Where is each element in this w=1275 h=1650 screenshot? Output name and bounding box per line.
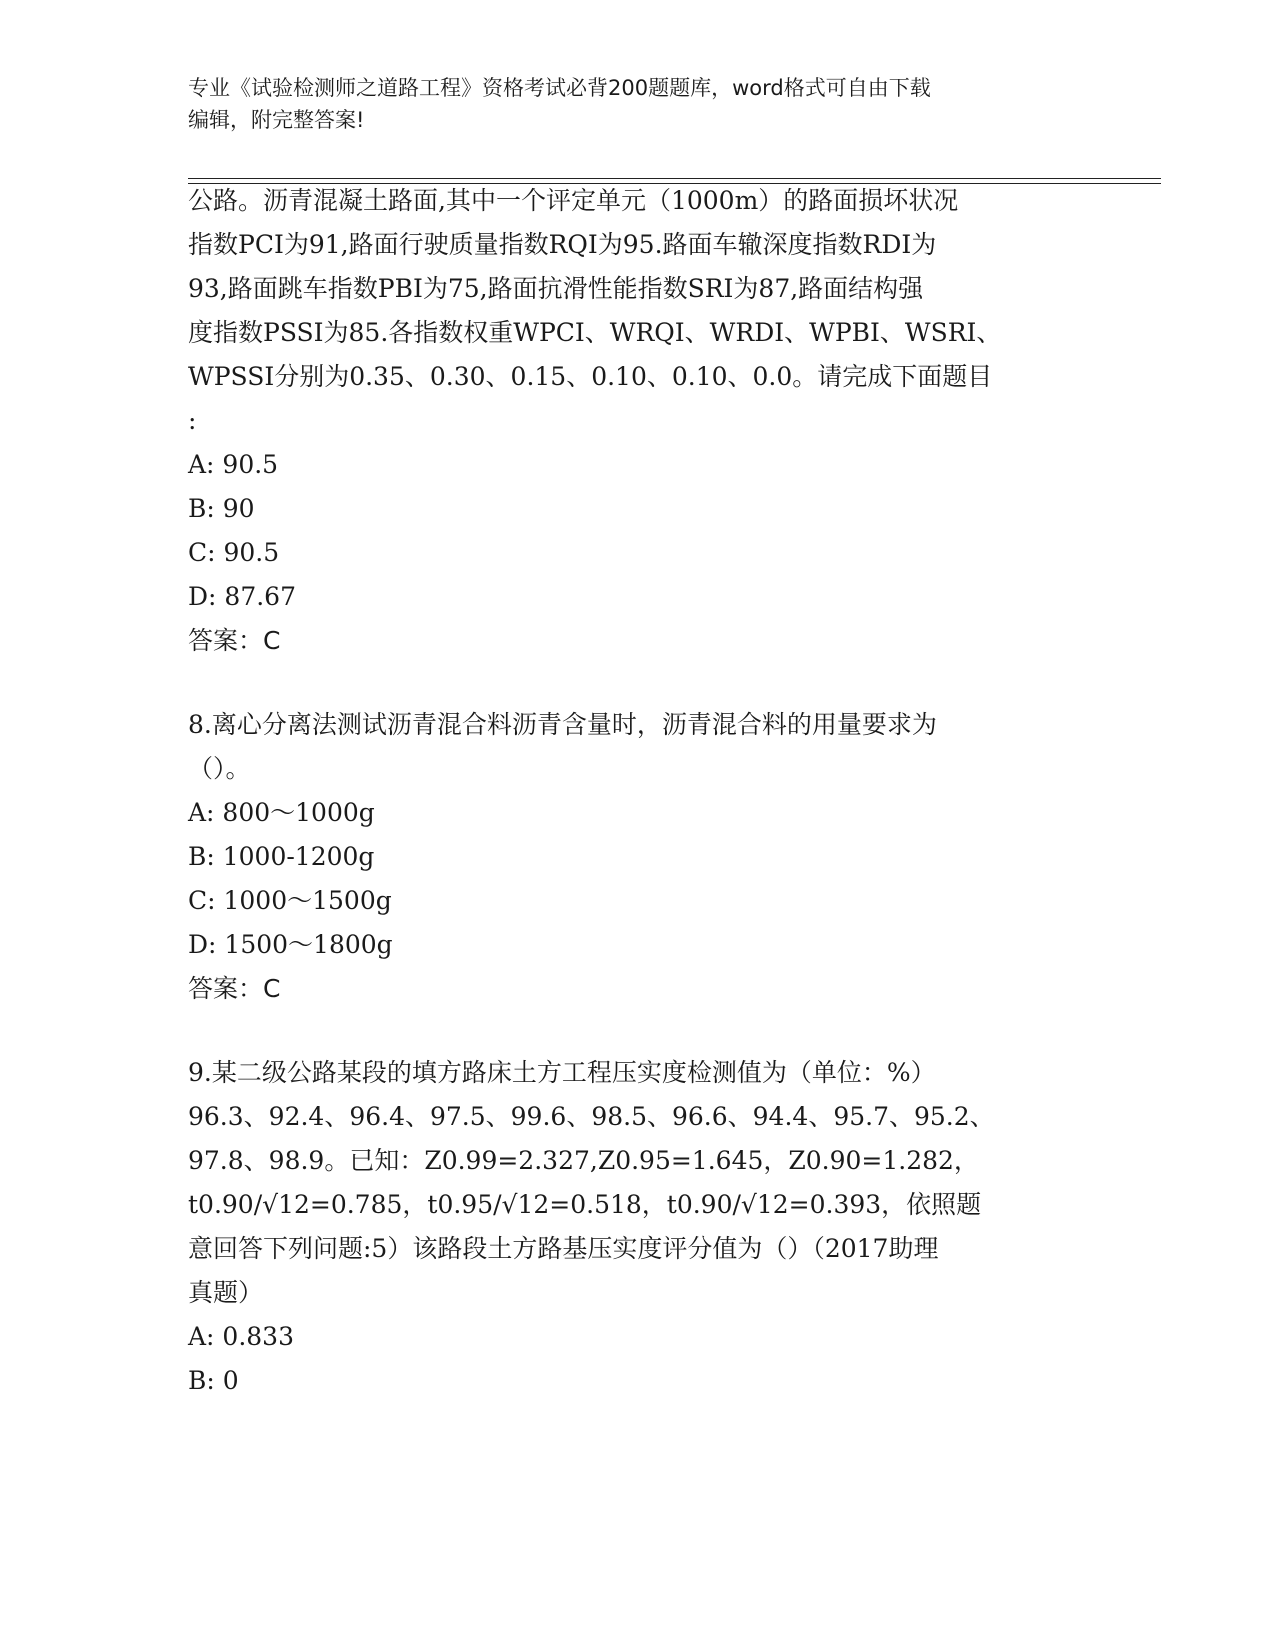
question-9-text-line: 真题） — [188, 1278, 264, 1307]
question-8-option-c: C: 1000～1500g — [188, 886, 392, 915]
question-7-text-line: WPSSI分别为0.35、0.30、0.15、0.10、0.10、0.0。请完成下面题目 — [188, 362, 993, 391]
question-9-text-line: 97.8、98.9。已知：Z0.99=2.327,Z0.95=1.645，Z0.90=1.282， — [188, 1146, 979, 1175]
question-7-text-line: 公路。沥青混凝土路面,其中一个评定单元（1000m）的路面损坏状况 — [188, 186, 959, 215]
question-9-text-line: 9.某二级公路某段的填方路床土方工程压实度检测值为（单位：%） — [188, 1058, 936, 1087]
question-7-answer: 答案：C — [188, 626, 281, 655]
header-line-2: 编辑，附完整答案! — [188, 108, 365, 132]
question-9-text-line: 96.3、92.4、96.4、97.5、99.6、98.5、96.6、94.4、95.7、95.2、 — [188, 1102, 995, 1131]
page-header — [188, 72, 1088, 136]
question-7-option-c: C: 90.5 — [188, 538, 280, 567]
question-7-option-b: B: 90 — [188, 494, 255, 523]
question-7-option-a: A: 90.5 — [188, 450, 279, 479]
question-9-text-line: t0.90/√12=0.785，t0.95/√12=0.518，t0.90/√12=0.393，依照题 — [188, 1190, 982, 1219]
question-8-text-line: 8.离心分离法测试沥青混合料沥青含量时，沥青混合料的用量要求为 — [188, 710, 937, 739]
question-9-option-a: A: 0.833 — [188, 1322, 294, 1351]
question-7-text-line: : — [188, 406, 197, 435]
question-9-option-b: B: 0 — [188, 1366, 239, 1395]
question-8-option-a: A: 800～1000g — [188, 798, 375, 827]
question-8-option-d: D: 1500～1800g — [188, 930, 393, 959]
question-7-option-d: D: 87.67 — [188, 582, 296, 611]
question-9-text-line: 意回答下列问题:5）该路段土方路基压实度评分值为（）（2017助理 — [188, 1234, 939, 1263]
header-line-1: 专业《试验检测师之道路工程》资格考试必背200题题库，word格式可自由下载 — [188, 76, 931, 100]
question-8-answer: 答案：C — [188, 974, 281, 1003]
question-7-text-line: 指数PCI为91,路面行驶质量指数RQI为95.路面车辙深度指数RDI为 — [188, 230, 937, 259]
question-8-text-line: （）。 — [188, 754, 251, 783]
question-7-text-line: 度指数PSSI为85.各指数权重WPCI、WRQI、WRDI、WPBI、WSRI、 — [188, 318, 1002, 347]
question-8-option-b: B: 1000-1200g — [188, 842, 375, 871]
question-7-text-line: 93,路面跳车指数PBI为75,路面抗滑性能指数SRI为87,路面结构强 — [188, 274, 924, 303]
